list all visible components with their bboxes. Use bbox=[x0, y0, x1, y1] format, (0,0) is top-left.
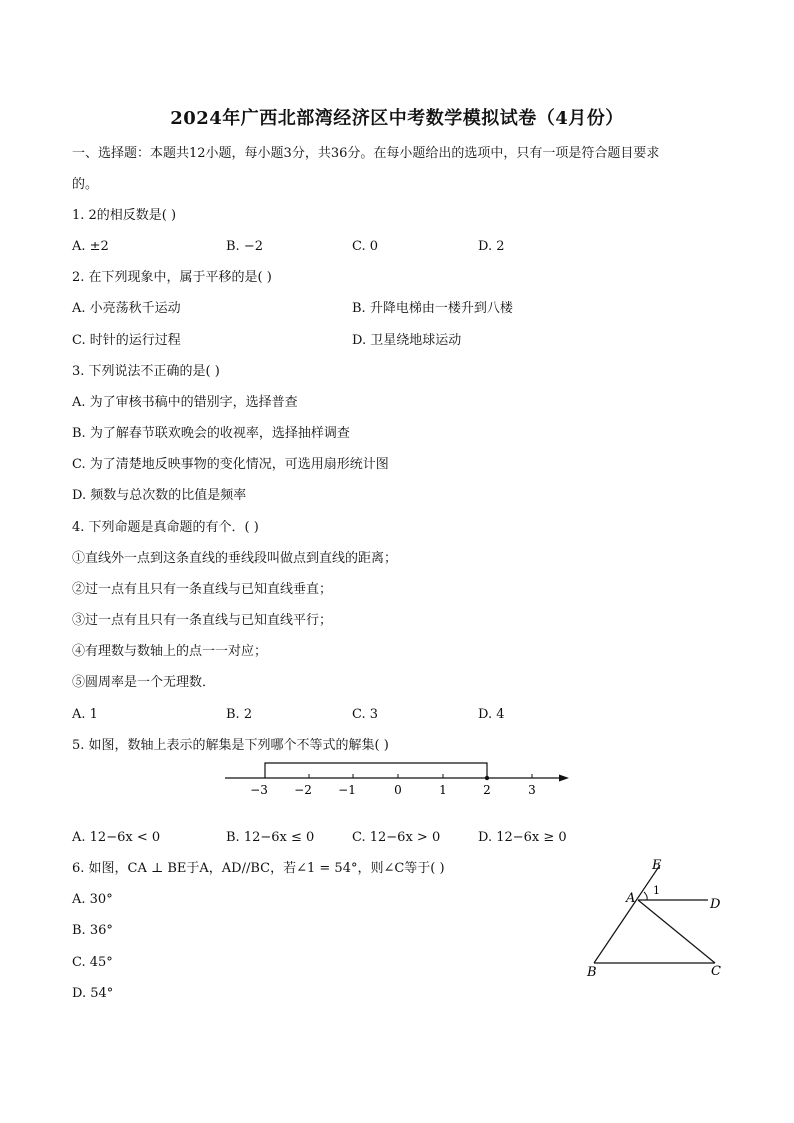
q1-option-d: D. 2 bbox=[478, 239, 505, 254]
point-label-d: D bbox=[710, 897, 721, 912]
q3-option-b: B. 为了解春节联欢晚会的收视率，选择抽样调查 bbox=[72, 426, 350, 441]
q4-option-a: A. 1 bbox=[72, 707, 98, 722]
q5-option-d: D. 12−6x ≥ 0 bbox=[478, 830, 567, 845]
line-be bbox=[594, 865, 660, 963]
point-label-c: C bbox=[711, 964, 721, 979]
q6-option-d: D. 54° bbox=[72, 986, 114, 1001]
q1-option-b: B. −2 bbox=[226, 239, 263, 254]
number-line-figure bbox=[215, 756, 575, 800]
q4-item-3: ③过一点有且只有一条直线与已知直线平行； bbox=[72, 613, 333, 628]
solution-endpoint-dot bbox=[485, 776, 489, 780]
q4-item-5: ⑤圆周率是一个无理数． bbox=[72, 675, 216, 690]
q3-option-d: D. 频数与总次数的比值是频率 bbox=[72, 488, 247, 503]
q3-option-a: A. 为了审核书稿中的错别字，选择普查 bbox=[72, 395, 298, 410]
q1-stem: 1. 2的相反数是( ) bbox=[72, 208, 177, 223]
q6-option-b: B. 36° bbox=[72, 923, 113, 938]
q6-option-c: C. 45° bbox=[72, 955, 113, 970]
number-line-arrow bbox=[559, 775, 569, 782]
q5-option-b: B. 12−6x ≤ 0 bbox=[226, 830, 315, 845]
q4-item-4: ④有理数与数轴上的点一一对应； bbox=[72, 644, 268, 659]
point-label-a: A bbox=[626, 891, 636, 906]
geometry-figure bbox=[580, 852, 730, 984]
tick-label: −1 bbox=[338, 783, 356, 797]
tick-label: 2 bbox=[483, 783, 491, 797]
q2-option-b: B. 升降电梯由一楼升到八楼 bbox=[352, 301, 513, 316]
q3-option-c: C. 为了清楚地反映事物的变化情况，可选用扇形统计图 bbox=[72, 457, 389, 472]
q3-stem: 3. 下列说法不正确的是( ) bbox=[72, 364, 220, 379]
q2-option-c: C. 时针的运行过程 bbox=[72, 333, 181, 348]
q1-option-c: C. 0 bbox=[352, 239, 379, 254]
point-label-b: B bbox=[587, 965, 597, 980]
q4-option-b: B. 2 bbox=[226, 707, 253, 722]
section-instructions-line2: 的。 bbox=[72, 177, 99, 192]
tick-label: 1 bbox=[439, 783, 447, 797]
q5-option-a: A. 12−6x < 0 bbox=[72, 830, 161, 845]
q4-option-c: C. 3 bbox=[352, 707, 379, 722]
angle-1-arc bbox=[644, 892, 647, 900]
angle-label-1: 1 bbox=[653, 884, 660, 897]
solution-range-bracket bbox=[265, 763, 487, 778]
q2-stem: 2. 在下列现象中，属于平移的是( ) bbox=[72, 270, 272, 285]
q4-item-1: ①直线外一点到这条直线的垂线段叫做点到直线的距离； bbox=[72, 551, 398, 566]
point-label-e: E bbox=[652, 858, 662, 873]
q5-stem: 5. 如图，数轴上表示的解集是下列哪个不等式的解集( ) bbox=[72, 738, 389, 753]
tick-label: 3 bbox=[528, 783, 536, 797]
q4-item-2: ②过一点有且只有一条直线与已知直线垂直； bbox=[72, 582, 333, 597]
q6-stem: 6. 如图，CA ⊥ BE于A，AD//BC，若∠1 = 54°，则∠C等于( ) bbox=[72, 861, 445, 876]
q2-option-a: A. 小亮荡秋千运动 bbox=[72, 301, 181, 316]
q5-option-c: C. 12−6x > 0 bbox=[352, 830, 441, 845]
page-title: 2024年广西北部湾经济区中考数学模拟试卷（4月份） bbox=[170, 108, 624, 129]
line-ac bbox=[638, 900, 715, 963]
q1-option-a: A. ±2 bbox=[72, 239, 109, 254]
q6-option-a: A. 30° bbox=[72, 892, 113, 907]
q4-stem: 4. 下列命题是真命题的有个．( ) bbox=[72, 520, 259, 535]
q2-option-d: D. 卫星绕地球运动 bbox=[352, 333, 462, 348]
tick-label: −3 bbox=[250, 783, 268, 797]
tick-label: −2 bbox=[294, 783, 312, 797]
q4-option-d: D. 4 bbox=[478, 707, 505, 722]
section-instructions-line1: 一、选择题：本题共12小题，每小题3分，共36分。在每小题给出的选项中，只有一项是符合题目要求 bbox=[72, 146, 660, 161]
tick-label: 0 bbox=[394, 783, 402, 797]
